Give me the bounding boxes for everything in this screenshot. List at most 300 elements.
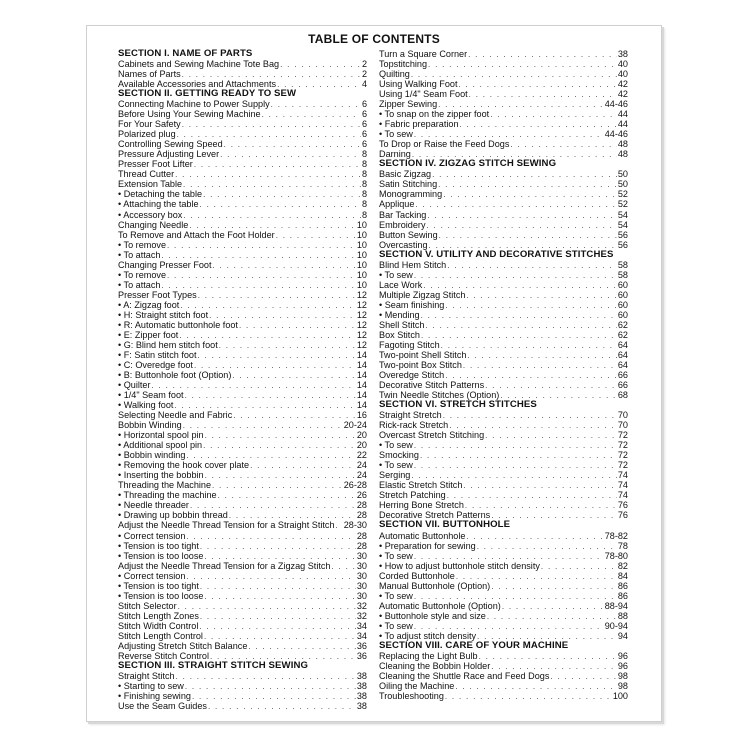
entry-label: Connecting Machine to Power Supply bbox=[118, 99, 270, 110]
dot-leader bbox=[445, 692, 612, 701]
dot-leader bbox=[175, 170, 361, 179]
dot-leader bbox=[466, 532, 603, 541]
dot-leader bbox=[449, 421, 617, 430]
dot-leader bbox=[421, 331, 617, 340]
toc-entry bbox=[118, 129, 367, 139]
dot-leader bbox=[428, 60, 617, 69]
toc-entry bbox=[379, 280, 628, 290]
entry-page-number: 38 bbox=[356, 680, 367, 691]
entry-page-number: 6 bbox=[361, 119, 367, 130]
dot-leader bbox=[421, 311, 617, 320]
entry-page-number: 38 bbox=[356, 691, 367, 701]
dot-leader bbox=[182, 120, 361, 129]
entry-page-number: 12 bbox=[356, 339, 367, 350]
entry-label: Zipper Sewing bbox=[379, 99, 438, 110]
dot-leader bbox=[199, 622, 356, 631]
dot-leader bbox=[443, 190, 617, 199]
dot-leader bbox=[438, 180, 617, 189]
entry-page-number: 60 bbox=[617, 299, 628, 310]
toc-entry bbox=[379, 270, 628, 280]
toc-entry bbox=[379, 480, 628, 490]
dot-leader bbox=[487, 612, 617, 621]
entry-label: Reverse Stitch Control bbox=[118, 650, 209, 661]
dot-leader bbox=[427, 211, 617, 220]
dot-leader bbox=[485, 381, 617, 390]
dot-leader bbox=[198, 291, 356, 300]
entry-page-number: 52 bbox=[617, 199, 628, 210]
toc-section-heading bbox=[379, 250, 628, 260]
entry-label: Smocking bbox=[379, 450, 419, 461]
entry-label: Twin Needle Stitches (Option) bbox=[379, 390, 500, 401]
entry-page-number: 58 bbox=[617, 269, 628, 280]
entry-page-number: 40 bbox=[617, 59, 628, 70]
entry-label: • Tension is too tight bbox=[118, 580, 199, 591]
entry-page-number: 38 bbox=[617, 49, 628, 59]
toc-entry bbox=[118, 470, 367, 480]
entry-page-number: 66 bbox=[617, 370, 628, 380]
entry-label: • Threading the machine bbox=[118, 490, 217, 501]
dot-leader bbox=[210, 652, 356, 661]
entry-page-number: 20-24 bbox=[343, 420, 367, 431]
entry-page-number: 72 bbox=[617, 430, 628, 441]
dot-leader bbox=[152, 381, 356, 390]
entry-page-number: 48 bbox=[617, 149, 628, 160]
entry-label: • Inserting the bobbin bbox=[118, 470, 204, 481]
entry-label: Applique bbox=[379, 199, 415, 210]
entry-label: • Tension is too loose bbox=[118, 590, 204, 601]
entry-page-number: 10 bbox=[356, 249, 367, 260]
entry-label: • G: Blind hem stitch foot bbox=[118, 339, 218, 350]
entry-page-number: 90-94 bbox=[604, 620, 628, 631]
toc-entry bbox=[379, 601, 628, 611]
entry-label: Two-point Shell Stitch bbox=[379, 349, 467, 360]
entry-label: • C: Overedge foot bbox=[118, 359, 193, 370]
entry-label: Shell Stitch bbox=[379, 319, 425, 330]
section-title: SECTION VII. BUTTONHOLE bbox=[379, 520, 511, 531]
entry-label: • Tension is too loose bbox=[118, 550, 204, 561]
entry-label: • To sew bbox=[379, 620, 413, 631]
page-title: TABLE OF CONTENTS bbox=[308, 32, 440, 46]
dot-leader bbox=[186, 532, 356, 541]
dot-leader bbox=[250, 461, 356, 470]
entry-page-number: 68 bbox=[617, 390, 628, 401]
dot-leader bbox=[190, 501, 356, 510]
toc-entry bbox=[379, 691, 628, 701]
entry-page-number: 28 bbox=[356, 540, 367, 551]
dot-leader bbox=[198, 351, 356, 360]
entry-page-number: 98 bbox=[617, 670, 628, 681]
entry-label: Use the Seam Guides bbox=[118, 701, 207, 712]
toc-entry bbox=[379, 179, 628, 189]
toc-entry bbox=[379, 59, 628, 69]
entry-label: Button Sewing bbox=[379, 229, 438, 240]
toc-entry bbox=[379, 531, 628, 541]
toc-section-heading bbox=[379, 400, 628, 410]
dot-leader bbox=[490, 110, 617, 119]
toc-entry bbox=[118, 159, 367, 169]
toc-entry bbox=[118, 99, 367, 109]
entry-label: • Fabric preparation bbox=[379, 119, 459, 130]
entry-page-number: 86 bbox=[617, 590, 628, 601]
entry-page-number: 42 bbox=[617, 89, 628, 100]
entry-label: Extension Table bbox=[118, 179, 183, 190]
entry-label: • To sew bbox=[379, 460, 413, 471]
dot-leader bbox=[174, 401, 355, 410]
dot-leader bbox=[204, 592, 355, 601]
entry-label: Troubleshooting bbox=[379, 691, 444, 701]
entry-label: Selecting Needle and Fabric bbox=[118, 410, 233, 421]
entry-page-number: 76 bbox=[617, 510, 628, 521]
toc-entry bbox=[118, 109, 367, 119]
dot-leader bbox=[465, 501, 617, 510]
entry-page-number: 8 bbox=[361, 159, 367, 170]
entry-label: Topstitching bbox=[379, 59, 428, 70]
entry-page-number: 28-30 bbox=[343, 520, 367, 531]
dot-leader bbox=[331, 562, 355, 571]
entry-label: Serging bbox=[379, 470, 411, 481]
entry-page-number: 70 bbox=[617, 410, 628, 421]
entry-page-number: 12 bbox=[356, 329, 367, 340]
toc-entry bbox=[118, 270, 367, 280]
entry-label: • Seam finishing bbox=[379, 299, 445, 310]
toc-section-heading bbox=[379, 520, 628, 530]
dot-leader bbox=[183, 180, 361, 189]
entry-page-number: 60 bbox=[617, 289, 628, 300]
dot-leader bbox=[463, 481, 616, 490]
entry-page-number: 94 bbox=[617, 630, 628, 641]
dot-leader bbox=[500, 391, 617, 400]
toc-entry bbox=[118, 541, 367, 551]
toc-entry bbox=[118, 370, 367, 380]
toc-entry bbox=[379, 220, 628, 230]
toc-entry bbox=[379, 320, 628, 330]
entry-page-number: 74 bbox=[617, 470, 628, 481]
entry-label: • How to adjust buttonhole stitch density bbox=[379, 560, 540, 571]
section-title: SECTION II. GETTING READY TO SEW bbox=[118, 89, 297, 100]
entry-label: Oiling the Machine bbox=[379, 680, 455, 691]
toc-entry bbox=[379, 49, 628, 59]
toc-entry bbox=[379, 410, 628, 420]
entry-page-number: 66 bbox=[617, 380, 628, 391]
toc-entry bbox=[379, 310, 628, 320]
dot-leader bbox=[455, 682, 617, 691]
entry-label: Using Walking Foot bbox=[379, 79, 458, 90]
entry-label: • Mending bbox=[379, 309, 420, 320]
dot-leader bbox=[183, 211, 361, 220]
dot-leader bbox=[460, 120, 617, 129]
toc-entry bbox=[118, 320, 367, 330]
entry-page-number: 74 bbox=[617, 490, 628, 501]
entry-label: • F: Satin stitch foot bbox=[118, 349, 197, 360]
toc-entry bbox=[379, 561, 628, 571]
toc-entry bbox=[118, 400, 367, 410]
section-title: SECTION VI. STRETCH STITCHES bbox=[379, 400, 537, 411]
toc-entry bbox=[379, 169, 628, 179]
entry-label: • Walking foot bbox=[118, 400, 174, 411]
toc-entry bbox=[118, 189, 367, 199]
entry-label: • To attach bbox=[118, 279, 161, 290]
entry-page-number: 14 bbox=[356, 400, 367, 411]
toc-entry bbox=[379, 149, 628, 159]
dot-leader bbox=[271, 100, 361, 109]
toc-entry bbox=[379, 621, 628, 631]
toc-entry bbox=[379, 79, 628, 89]
entry-label: Overcasting bbox=[379, 239, 428, 250]
entry-label: Cleaning the Shuttle Race and Feed Dogs bbox=[379, 670, 550, 681]
entry-page-number: 64 bbox=[617, 339, 628, 350]
toc-entry bbox=[379, 199, 628, 209]
toc-entry bbox=[379, 260, 628, 270]
entry-page-number: 28 bbox=[356, 510, 367, 521]
entry-page-number: 32 bbox=[356, 600, 367, 611]
dot-leader bbox=[200, 612, 356, 621]
dot-leader bbox=[491, 662, 617, 671]
dot-leader bbox=[200, 200, 361, 209]
entry-label: • Attaching the table bbox=[118, 199, 199, 210]
toc-entry bbox=[118, 250, 367, 260]
entry-label: Stretch Patching bbox=[379, 490, 446, 501]
toc-entry bbox=[118, 149, 367, 159]
entry-label: Corded Buttonhole bbox=[379, 570, 455, 581]
dot-leader bbox=[463, 361, 617, 370]
dot-leader bbox=[467, 351, 616, 360]
toc-entry bbox=[118, 260, 367, 270]
dot-leader bbox=[262, 110, 361, 119]
toc-entry bbox=[118, 380, 367, 390]
toc-entry bbox=[118, 440, 367, 450]
entry-page-number: 10 bbox=[356, 259, 367, 270]
dot-leader bbox=[189, 221, 356, 230]
toc-entry bbox=[118, 651, 367, 661]
entry-label: • Needle threader bbox=[118, 500, 189, 511]
entry-label: Elastic Stretch Stitch bbox=[379, 480, 463, 491]
dot-leader bbox=[180, 301, 356, 310]
dot-leader bbox=[205, 471, 356, 480]
toc-entry bbox=[379, 390, 628, 400]
entry-label: • Tension is too tight bbox=[118, 540, 199, 551]
toc-entry bbox=[118, 300, 367, 310]
toc-entry bbox=[118, 199, 367, 209]
entry-label: Before Using Your Sewing Machine bbox=[118, 109, 261, 120]
toc-entry bbox=[379, 109, 628, 119]
entry-label: Basic Zigzag bbox=[379, 169, 432, 180]
entry-label: • Buttonhole style and size bbox=[379, 610, 486, 621]
entry-label: • E: Zipper foot bbox=[118, 329, 179, 340]
toc-entry bbox=[379, 290, 628, 300]
dot-leader bbox=[414, 461, 617, 470]
dot-leader bbox=[491, 511, 617, 520]
dot-leader bbox=[213, 261, 356, 270]
toc-entry bbox=[379, 591, 628, 601]
entry-label: • Additional spool pin bbox=[118, 440, 203, 451]
entry-label: Adjust the Needle Thread Tension for a Zigzag Stitch bbox=[118, 560, 331, 571]
entry-label: Changing Needle bbox=[118, 219, 189, 230]
toc-section-heading bbox=[118, 49, 367, 59]
entry-label: Controlling Sewing Speed bbox=[118, 139, 223, 150]
entry-page-number: 26 bbox=[356, 490, 367, 501]
dot-leader bbox=[248, 642, 355, 651]
toc-entry bbox=[118, 210, 367, 220]
toc-entry bbox=[379, 99, 628, 109]
toc-entry bbox=[379, 430, 628, 440]
entry-page-number: 60 bbox=[617, 279, 628, 290]
dot-leader bbox=[183, 421, 343, 430]
toc-section-heading bbox=[118, 661, 367, 671]
dot-leader bbox=[229, 511, 356, 520]
dot-leader bbox=[176, 672, 356, 681]
toc-entry bbox=[379, 490, 628, 500]
entry-page-number: 8 bbox=[361, 169, 367, 180]
entry-label: Straight Stretch bbox=[379, 410, 442, 421]
dot-leader bbox=[194, 160, 361, 169]
toc-entry bbox=[379, 340, 628, 350]
dot-leader bbox=[167, 271, 356, 280]
dot-leader bbox=[186, 451, 355, 460]
dot-leader bbox=[412, 150, 617, 159]
dot-leader bbox=[414, 271, 617, 280]
entry-label: To Remove and Attach the Foot Holder bbox=[118, 229, 275, 240]
dot-leader bbox=[209, 311, 356, 320]
entry-label: • To remove bbox=[118, 239, 166, 250]
entry-label: Multiple Zigzag Stitch bbox=[379, 289, 466, 300]
dot-leader bbox=[426, 321, 617, 330]
dot-leader bbox=[447, 491, 617, 500]
dot-leader bbox=[411, 471, 617, 480]
dot-leader bbox=[233, 411, 356, 420]
entry-page-number: 64 bbox=[617, 349, 628, 360]
entry-label: Cabinets and Sewing Machine Tote Bag bbox=[118, 59, 280, 70]
dot-leader bbox=[179, 331, 356, 340]
entry-page-number: 86 bbox=[617, 580, 628, 591]
dot-leader bbox=[204, 552, 355, 561]
dot-leader bbox=[485, 431, 617, 440]
dot-leader bbox=[200, 542, 356, 551]
entry-page-number: 78-82 bbox=[604, 530, 628, 541]
dot-leader bbox=[178, 602, 356, 611]
dot-leader bbox=[479, 652, 617, 661]
dot-leader bbox=[427, 221, 617, 230]
toc-entry bbox=[118, 280, 367, 290]
entry-label: Thread Cutter bbox=[118, 169, 175, 180]
entry-label: • Removing the hook cover plate bbox=[118, 460, 250, 471]
toc-entry bbox=[118, 611, 367, 621]
entry-page-number: 38 bbox=[356, 701, 367, 712]
dot-leader bbox=[423, 281, 617, 290]
entry-label: Overedge Stitch bbox=[379, 370, 445, 380]
entry-page-number: 32 bbox=[356, 610, 367, 621]
toc-entry bbox=[379, 510, 628, 520]
entry-label: • Drawing up bobbin thread bbox=[118, 510, 228, 521]
toc-entry bbox=[379, 581, 628, 591]
dot-leader bbox=[445, 371, 617, 380]
entry-page-number: 10 bbox=[356, 269, 367, 280]
dot-leader bbox=[219, 341, 356, 350]
entry-label: • To sew bbox=[379, 269, 413, 280]
section-title: SECTION V. UTILITY AND DECORATIVE STITCHES bbox=[379, 249, 614, 260]
section-title: SECTION I. NAME OF PARTS bbox=[118, 49, 253, 59]
dot-leader bbox=[414, 622, 604, 631]
entry-page-number: 96 bbox=[617, 650, 628, 661]
dot-leader bbox=[194, 361, 356, 370]
entry-label: • Quilter bbox=[118, 380, 151, 391]
toc-entry bbox=[118, 480, 367, 490]
dot-leader bbox=[276, 231, 356, 240]
dot-leader bbox=[204, 632, 356, 641]
dot-leader bbox=[415, 200, 616, 209]
dot-leader bbox=[432, 170, 617, 179]
dot-leader bbox=[182, 70, 361, 79]
entry-label: Satin Stitching bbox=[379, 179, 438, 190]
entry-page-number: 54 bbox=[617, 209, 628, 220]
entry-page-number: 10 bbox=[356, 229, 367, 240]
toc-entry bbox=[118, 510, 367, 520]
entry-page-number: 62 bbox=[617, 319, 628, 330]
toc-entry bbox=[118, 310, 367, 320]
entry-label: • B: Buttonhole foot (Option) bbox=[118, 370, 232, 380]
toc-column-left bbox=[118, 49, 367, 711]
toc-entry bbox=[379, 350, 628, 360]
toc-entry bbox=[118, 69, 367, 79]
toc-entry bbox=[118, 420, 367, 430]
entry-label: • To snap on the zipper foot bbox=[379, 109, 490, 120]
entry-label: Turn a Square Corner bbox=[379, 49, 468, 59]
toc-entry bbox=[118, 360, 367, 370]
toc-entry bbox=[118, 601, 367, 611]
entry-page-number: 22 bbox=[356, 450, 367, 461]
entry-label: • To sew bbox=[379, 129, 413, 140]
section-title: SECTION VIII. CARE OF YOUR MACHINE bbox=[379, 640, 569, 651]
entry-page-number: 6 bbox=[361, 129, 367, 140]
toc-entry bbox=[379, 420, 628, 430]
entry-label: • Correct tension bbox=[118, 530, 186, 541]
entry-label: Monogramming bbox=[379, 189, 443, 200]
entry-label: For Your Safety bbox=[118, 119, 181, 130]
entry-label: • To adjust stitch density bbox=[379, 630, 477, 641]
dot-leader bbox=[469, 90, 617, 99]
entry-page-number: 28 bbox=[356, 530, 367, 541]
dot-leader bbox=[336, 521, 343, 530]
toc-entry bbox=[379, 681, 628, 691]
toc-entry bbox=[118, 220, 367, 230]
entry-page-number: 84 bbox=[617, 570, 628, 581]
entry-label: • Correct tension bbox=[118, 570, 186, 581]
entry-label: Threading the Machine bbox=[118, 480, 212, 491]
dot-leader bbox=[439, 231, 617, 240]
entry-label: Straight Stitch bbox=[118, 670, 175, 681]
dot-leader bbox=[212, 481, 343, 490]
entry-page-number: 12 bbox=[356, 319, 367, 330]
entry-page-number: 30 bbox=[356, 550, 367, 561]
dot-leader bbox=[414, 441, 617, 450]
entry-page-number: 8 bbox=[361, 199, 367, 210]
toc-entry bbox=[379, 230, 628, 240]
entry-label: Bar Tacking bbox=[379, 209, 427, 220]
toc-entry bbox=[379, 129, 628, 139]
entry-page-number: 42 bbox=[617, 79, 628, 90]
toc-section-heading bbox=[379, 159, 628, 169]
entry-label: • To sew bbox=[379, 590, 413, 601]
toc-entry bbox=[118, 571, 367, 581]
entry-label: Adjust the Needle Thread Tension for a Straight Stitch bbox=[118, 520, 335, 531]
entry-label: Changing Presser Foot bbox=[118, 259, 212, 270]
entry-label: Pressure Adjusting Lever bbox=[118, 149, 220, 160]
dot-leader bbox=[477, 632, 617, 641]
toc-entry bbox=[379, 661, 628, 671]
entry-page-number: 14 bbox=[356, 390, 367, 401]
entry-label: Names of Parts bbox=[118, 69, 181, 80]
toc-entry bbox=[118, 240, 367, 250]
entry-page-number: 44-46 bbox=[604, 99, 628, 110]
